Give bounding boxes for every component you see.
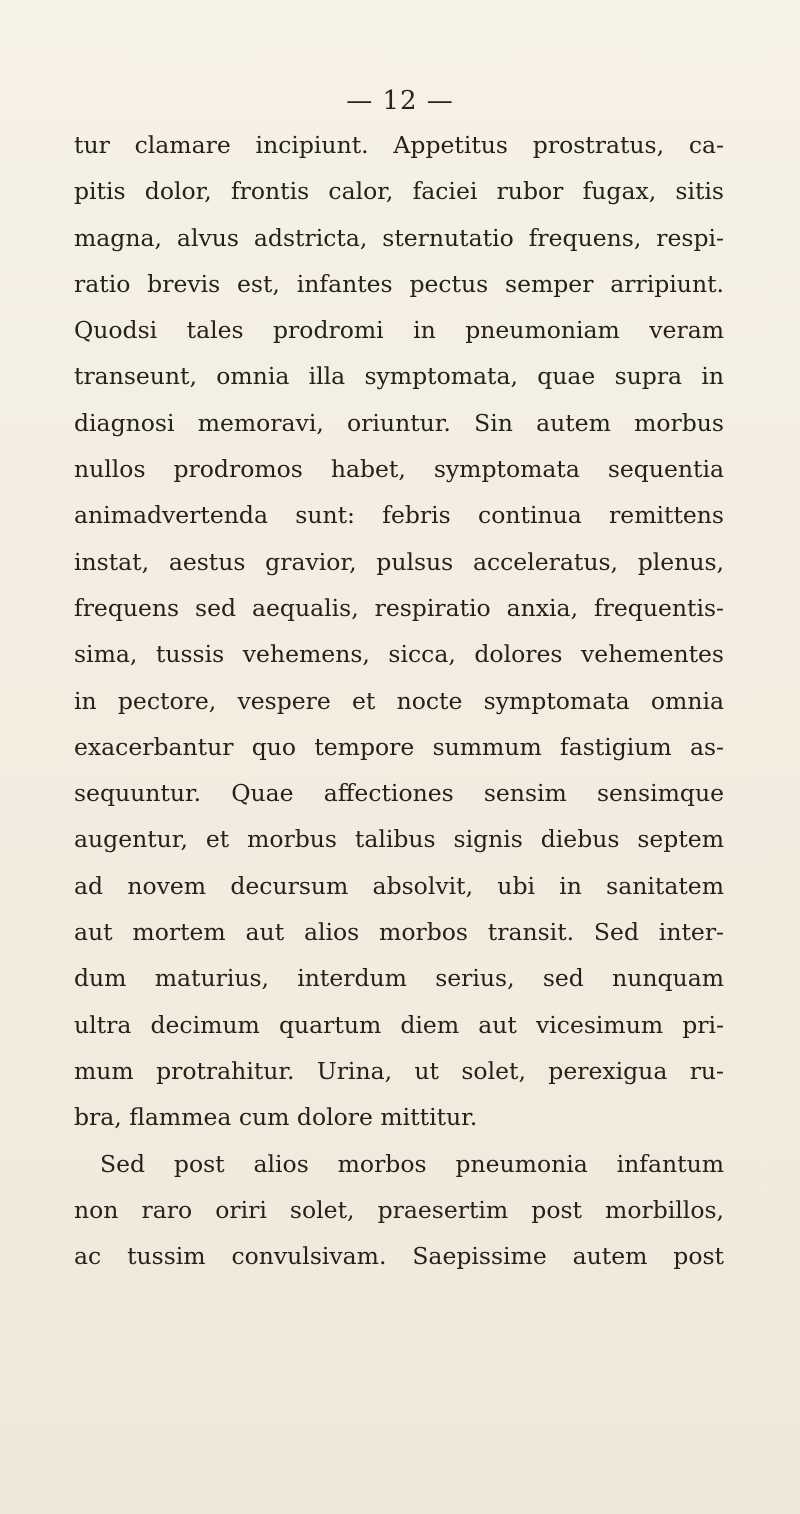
text-line: ad novem decursum absolvit, ubi in sanitatem bbox=[74, 871, 724, 900]
text-line: dum maturius, interdum serius, sed nunquam bbox=[74, 964, 724, 993]
text-line: frequens sed aequalis, respiratio anxia, frequentis- bbox=[74, 593, 724, 622]
text-line: non raro oriri solet, praesertim post morbillos, bbox=[74, 1195, 724, 1224]
text-line: diagnosi memoravi, oriuntur. Sin autem morbus bbox=[74, 408, 724, 437]
text-line: sequuntur. Quae affectiones sensim sensimque bbox=[74, 779, 724, 808]
text-line: Sed post alios morbos pneumonia infantum bbox=[100, 1149, 724, 1178]
page-number: — 12 — bbox=[346, 86, 454, 116]
text-line: mum protrahitur. Urina, ut solet, perexigua ru- bbox=[74, 1056, 724, 1085]
text-line: bra, flammea cum dolore mittitur. bbox=[74, 1103, 478, 1132]
text-line: instat, aestus gravior, pulsus acceleratus, plenus, bbox=[74, 547, 724, 576]
body-text bbox=[74, 122, 724, 1279]
text-line: sima, tussis vehemens, sicca, dolores vehementes bbox=[74, 640, 724, 669]
text-line: aut mortem aut alios morbos transit. Sed inter- bbox=[74, 918, 724, 947]
text-line: tur clamare incipiunt. Appetitus prostratus, ca- bbox=[74, 131, 724, 159]
text-line: augentur, et morbus talibus signis diebus septem bbox=[74, 825, 724, 854]
text-line: ultra decimum quartum diem aut vicesimum pri- bbox=[74, 1010, 724, 1039]
text-line: transeunt, omnia illa symptomata, quae supra in bbox=[74, 362, 724, 391]
text-line: animadvertenda sunt: febris continua remittens bbox=[74, 501, 724, 530]
text-line: ac tussim convulsivam. Saepissime autem post bbox=[74, 1242, 724, 1271]
text-line: nullos prodromos habet, symptomata sequentia bbox=[74, 455, 724, 484]
text-line: pitis dolor, frontis calor, faciei rubor fugax, sitis bbox=[74, 177, 724, 206]
text-line: exacerbantur quo tempore summum fastigium as- bbox=[74, 732, 724, 761]
text-line: magna, alvus adstricta, sternutatio frequens, respi- bbox=[74, 223, 724, 252]
text-line: in pectore, vespere et nocte symptomata omnia bbox=[74, 686, 724, 715]
text-line: ratio brevis est, infantes pectus semper arripiunt. bbox=[74, 269, 724, 298]
text-line: Quodsi tales prodromi in pneumoniam veram bbox=[74, 316, 724, 345]
